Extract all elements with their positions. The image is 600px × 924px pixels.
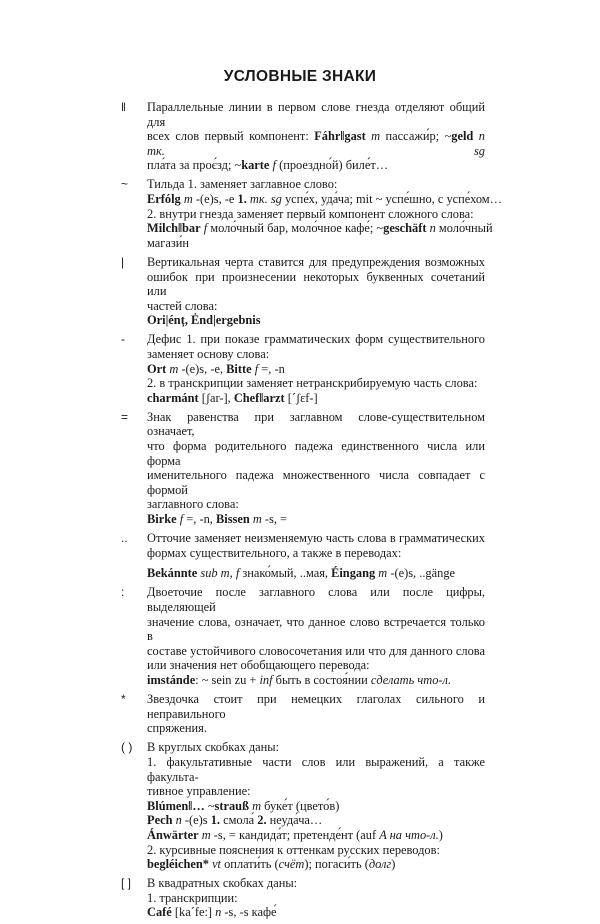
text-run: ); погаси́ть ( <box>304 857 369 872</box>
headword: imstánde <box>147 672 196 687</box>
text-run: частей слова: <box>147 298 218 313</box>
legend-entry <box>121 177 503 250</box>
headword: Ort <box>147 361 167 376</box>
legend-symbol: ~ <box>121 177 129 192</box>
text-run: 2. курсивные пояснения к оттенкам русских переводов: <box>147 842 440 857</box>
text-run: моло́чный бар, моло́чное кафе́; ~ <box>207 221 384 236</box>
legend-line <box>147 721 485 736</box>
headword: Bissen <box>215 512 250 527</box>
grammar-note: сделать что-л. <box>370 672 452 687</box>
text-run: пассажи́р; ~ <box>380 129 452 144</box>
text-run: моло́чный <box>435 221 493 236</box>
legend-line <box>147 332 485 347</box>
grammar-note: m <box>252 798 262 813</box>
grammar-note: f <box>179 512 184 527</box>
legend-line <box>147 740 485 755</box>
headword: Café <box>147 905 172 920</box>
legend-line <box>147 546 485 561</box>
legend-symbol: * <box>121 692 126 707</box>
headword: Chef‖arzt <box>233 390 285 405</box>
legend-line <box>147 270 485 299</box>
legend-entry <box>121 740 485 871</box>
headword: charmánt <box>147 390 199 405</box>
legend-line <box>147 876 485 891</box>
headword: 1. <box>237 192 247 207</box>
legend-line <box>147 673 485 688</box>
headword: 2. <box>257 813 267 828</box>
legend-line <box>147 255 485 270</box>
grammar-note: долг <box>368 857 392 872</box>
text-run: или значения нет обобщающего перевода: <box>147 658 370 673</box>
grammar-note: m <box>201 827 211 842</box>
grammar-note: n <box>175 813 182 828</box>
text-run: 1. факультативные части слов или выражений, а также факульта- <box>147 754 485 784</box>
text-run: знако́мый, ..мая, <box>239 566 332 581</box>
legend-line <box>147 566 485 581</box>
headword: Pech <box>147 813 173 828</box>
legend-line <box>147 828 485 843</box>
text-run: -s, = <box>261 512 288 527</box>
legend-line <box>147 755 485 784</box>
legend-line <box>147 468 485 497</box>
grammar-note: счёт <box>278 857 305 872</box>
legend-symbol: ( ) <box>121 740 133 755</box>
text-run: ) <box>391 857 396 872</box>
headword: begléichen* <box>147 857 209 872</box>
text-run: именительного падежа множественного числа совпадает с формой <box>147 468 485 497</box>
headword: 1. <box>210 813 220 828</box>
headword: Erfólg <box>147 192 181 207</box>
text-run: 2. в транскрипции заменяет нетранскрибируемую часть слова: <box>147 376 478 391</box>
text-run: значение слова, означает, что данное слово встречается только в <box>147 614 485 644</box>
headword: Bekánnte <box>147 566 198 581</box>
grammar-note: m <box>183 192 193 207</box>
legend-line <box>147 192 503 207</box>
legend-symbol: ‖ <box>121 100 126 114</box>
legend-line <box>147 221 493 236</box>
text-run: -(e)s, -e <box>192 192 238 207</box>
text-run: -s, = кандида́т; претенде́нт (auf <box>210 827 380 842</box>
text-run: Параллельные линии в первом слове гнезда отделяют общий для <box>147 100 485 129</box>
text-run: : ~ sein zu + <box>195 672 260 687</box>
headword: Bitte <box>226 361 252 376</box>
headword: karte <box>241 158 270 173</box>
text-run: =, -n <box>258 361 285 376</box>
legend-symbol: | <box>121 254 125 269</box>
legend-line <box>147 362 485 377</box>
text-run: ) <box>438 827 443 842</box>
legend-line <box>147 439 485 468</box>
text-run: Знак равенства при заглавном слове-существительном означает, <box>147 409 485 439</box>
text-run: быть в состоя́нии <box>272 672 371 687</box>
text-run: ошибок при произнесении некоторых буквенных сочетаний или <box>147 269 485 299</box>
grammar-note: n <box>215 905 222 920</box>
legend-line <box>147 813 485 828</box>
symbol-legend-list <box>121 100 503 924</box>
text-run: буке́т (цвето́в) <box>261 798 340 813</box>
text-run: всех слов первый компонент: <box>147 129 315 144</box>
text-run: [ˊʃɛf-] <box>284 390 318 405</box>
text-run: В квадратных скобках даны: <box>147 876 298 891</box>
legend-line <box>147 410 485 439</box>
legend-entry <box>121 332 485 405</box>
grammar-note: vt <box>212 857 222 872</box>
text-run: пла́та за проє́зд; ~ <box>147 158 242 173</box>
legend-line <box>147 615 485 644</box>
grammar-note: inf <box>259 672 273 687</box>
legend-line <box>147 692 485 721</box>
text-run: Тильда 1. заменяет заглавное слово: <box>147 177 338 192</box>
legend-entry <box>121 692 485 736</box>
legend-line <box>147 512 485 527</box>
text-run: Отточие заменяет неизменяемую часть слова в грамматических <box>147 531 485 546</box>
legend-line <box>147 158 485 173</box>
legend-line <box>147 376 485 391</box>
text-run: смола́ <box>219 813 258 828</box>
text-run: что форма родительного падежа единственного числа или форма <box>147 439 485 468</box>
legend-line <box>147 299 485 314</box>
text-run: -(e)s, ..gänge <box>387 566 456 581</box>
text-run: успе́х, уда́ча; mit ~ успе́шно, с успе́хом… <box>281 192 503 207</box>
headword: Fáhr‖gast <box>314 129 366 144</box>
text-run: заменяет основу слова: <box>147 347 270 361</box>
text-run: Дефис 1. при показе грамматических форм существительного <box>147 332 485 347</box>
text-run: -(e)s <box>181 813 211 828</box>
text-run: оплати́ть ( <box>221 857 279 872</box>
text-run: тивное управление: <box>147 784 251 799</box>
legend-entry <box>121 876 485 920</box>
text-run: неуда́ча… <box>266 813 323 828</box>
legend-line <box>147 129 485 158</box>
legend-entry <box>121 100 485 173</box>
legend-symbol: : <box>121 585 125 600</box>
legend-line <box>147 531 485 546</box>
grammar-note: sub m, f <box>200 566 240 581</box>
headword: strauß <box>214 798 249 813</box>
grammar-note: m <box>252 512 262 527</box>
legend-line <box>147 585 485 614</box>
legend-line <box>147 100 485 129</box>
grammar-note: f <box>203 221 208 236</box>
legend-symbol: - <box>121 332 125 347</box>
legend-line <box>147 391 485 406</box>
text-run: составе устойчивого словосочетания или что для данного слова <box>147 643 485 658</box>
legend-line <box>147 799 485 814</box>
text-run: -s, -s кафе́ <box>221 905 277 920</box>
grammar-note: m <box>169 361 179 376</box>
text-run: 1. транскрипции: <box>147 890 238 905</box>
text-run: 2. внутри гнезда заменяет первый компонент сложного слова: <box>147 206 474 221</box>
legend-line <box>147 236 485 251</box>
legend-line <box>147 207 485 222</box>
text-run: формах существительного, а также в переводах: <box>147 545 402 560</box>
grammar-note: n <box>429 221 436 236</box>
legend-line <box>147 905 485 920</box>
headword: geld <box>451 129 474 144</box>
legend-line <box>147 644 485 659</box>
legend-line <box>147 177 485 192</box>
legend-entry <box>121 255 485 328</box>
text-run: Звездочка стоит при немецких глаголах сильного и неправильного <box>147 692 485 721</box>
text-run: [ʃar-], <box>198 390 234 405</box>
legend-line <box>147 857 485 872</box>
legend-entry <box>121 410 485 527</box>
text-run: Вертикальная черта ставится для предупреждения возможных <box>147 254 485 269</box>
text-run: магази́н <box>147 235 189 250</box>
headword: Éingang <box>331 566 376 581</box>
grammar-note: m <box>371 129 381 144</box>
headword: Birke <box>147 512 177 527</box>
legend-symbol: = <box>121 409 129 424</box>
legend-entry <box>121 585 485 687</box>
legend-line <box>147 658 485 673</box>
legend-line <box>147 347 485 362</box>
headword: Ánwärter <box>147 827 199 842</box>
legend-line <box>147 313 485 328</box>
headword: geschäft <box>383 221 427 236</box>
grammar-note: n тк. sg <box>147 129 485 158</box>
text-run: В круглых скобках даны: <box>147 740 280 755</box>
legend-entry <box>121 531 485 581</box>
text-run: =, -n, <box>183 512 216 527</box>
grammar-note: f <box>272 158 276 173</box>
grammar-note: A на что-л. <box>379 827 439 842</box>
legend-symbol: .. <box>121 531 128 546</box>
headword: Ori|énț, Ẻnd|ergebnis <box>147 313 261 328</box>
legend-line <box>147 891 485 906</box>
text-run: -(e)s, -e, <box>178 361 227 376</box>
legend-line <box>147 843 485 858</box>
legend-symbol: [ ] <box>121 876 132 891</box>
text-run: Двоеточие после заглавного слова или после цифры, выделяющей <box>147 585 485 614</box>
text-run: ~ <box>204 798 215 813</box>
text-run: спряжения. <box>147 721 207 736</box>
headword: Milch‖bar <box>147 221 201 236</box>
text-run: заглавного слова: <box>147 497 239 512</box>
legend-line <box>147 784 485 799</box>
text-run: [kaˊfe:] <box>171 905 216 920</box>
grammar-note: f <box>254 361 259 376</box>
legend-line <box>147 497 485 512</box>
headword: Blúmen‖… <box>147 798 205 813</box>
page-title: УСЛОВНЫЕ ЗНАКИ <box>223 68 377 85</box>
grammar-note: m <box>378 566 388 581</box>
text-run: (проездно́й) биле́т… <box>276 158 389 173</box>
grammar-note: тк. sg <box>249 192 282 207</box>
